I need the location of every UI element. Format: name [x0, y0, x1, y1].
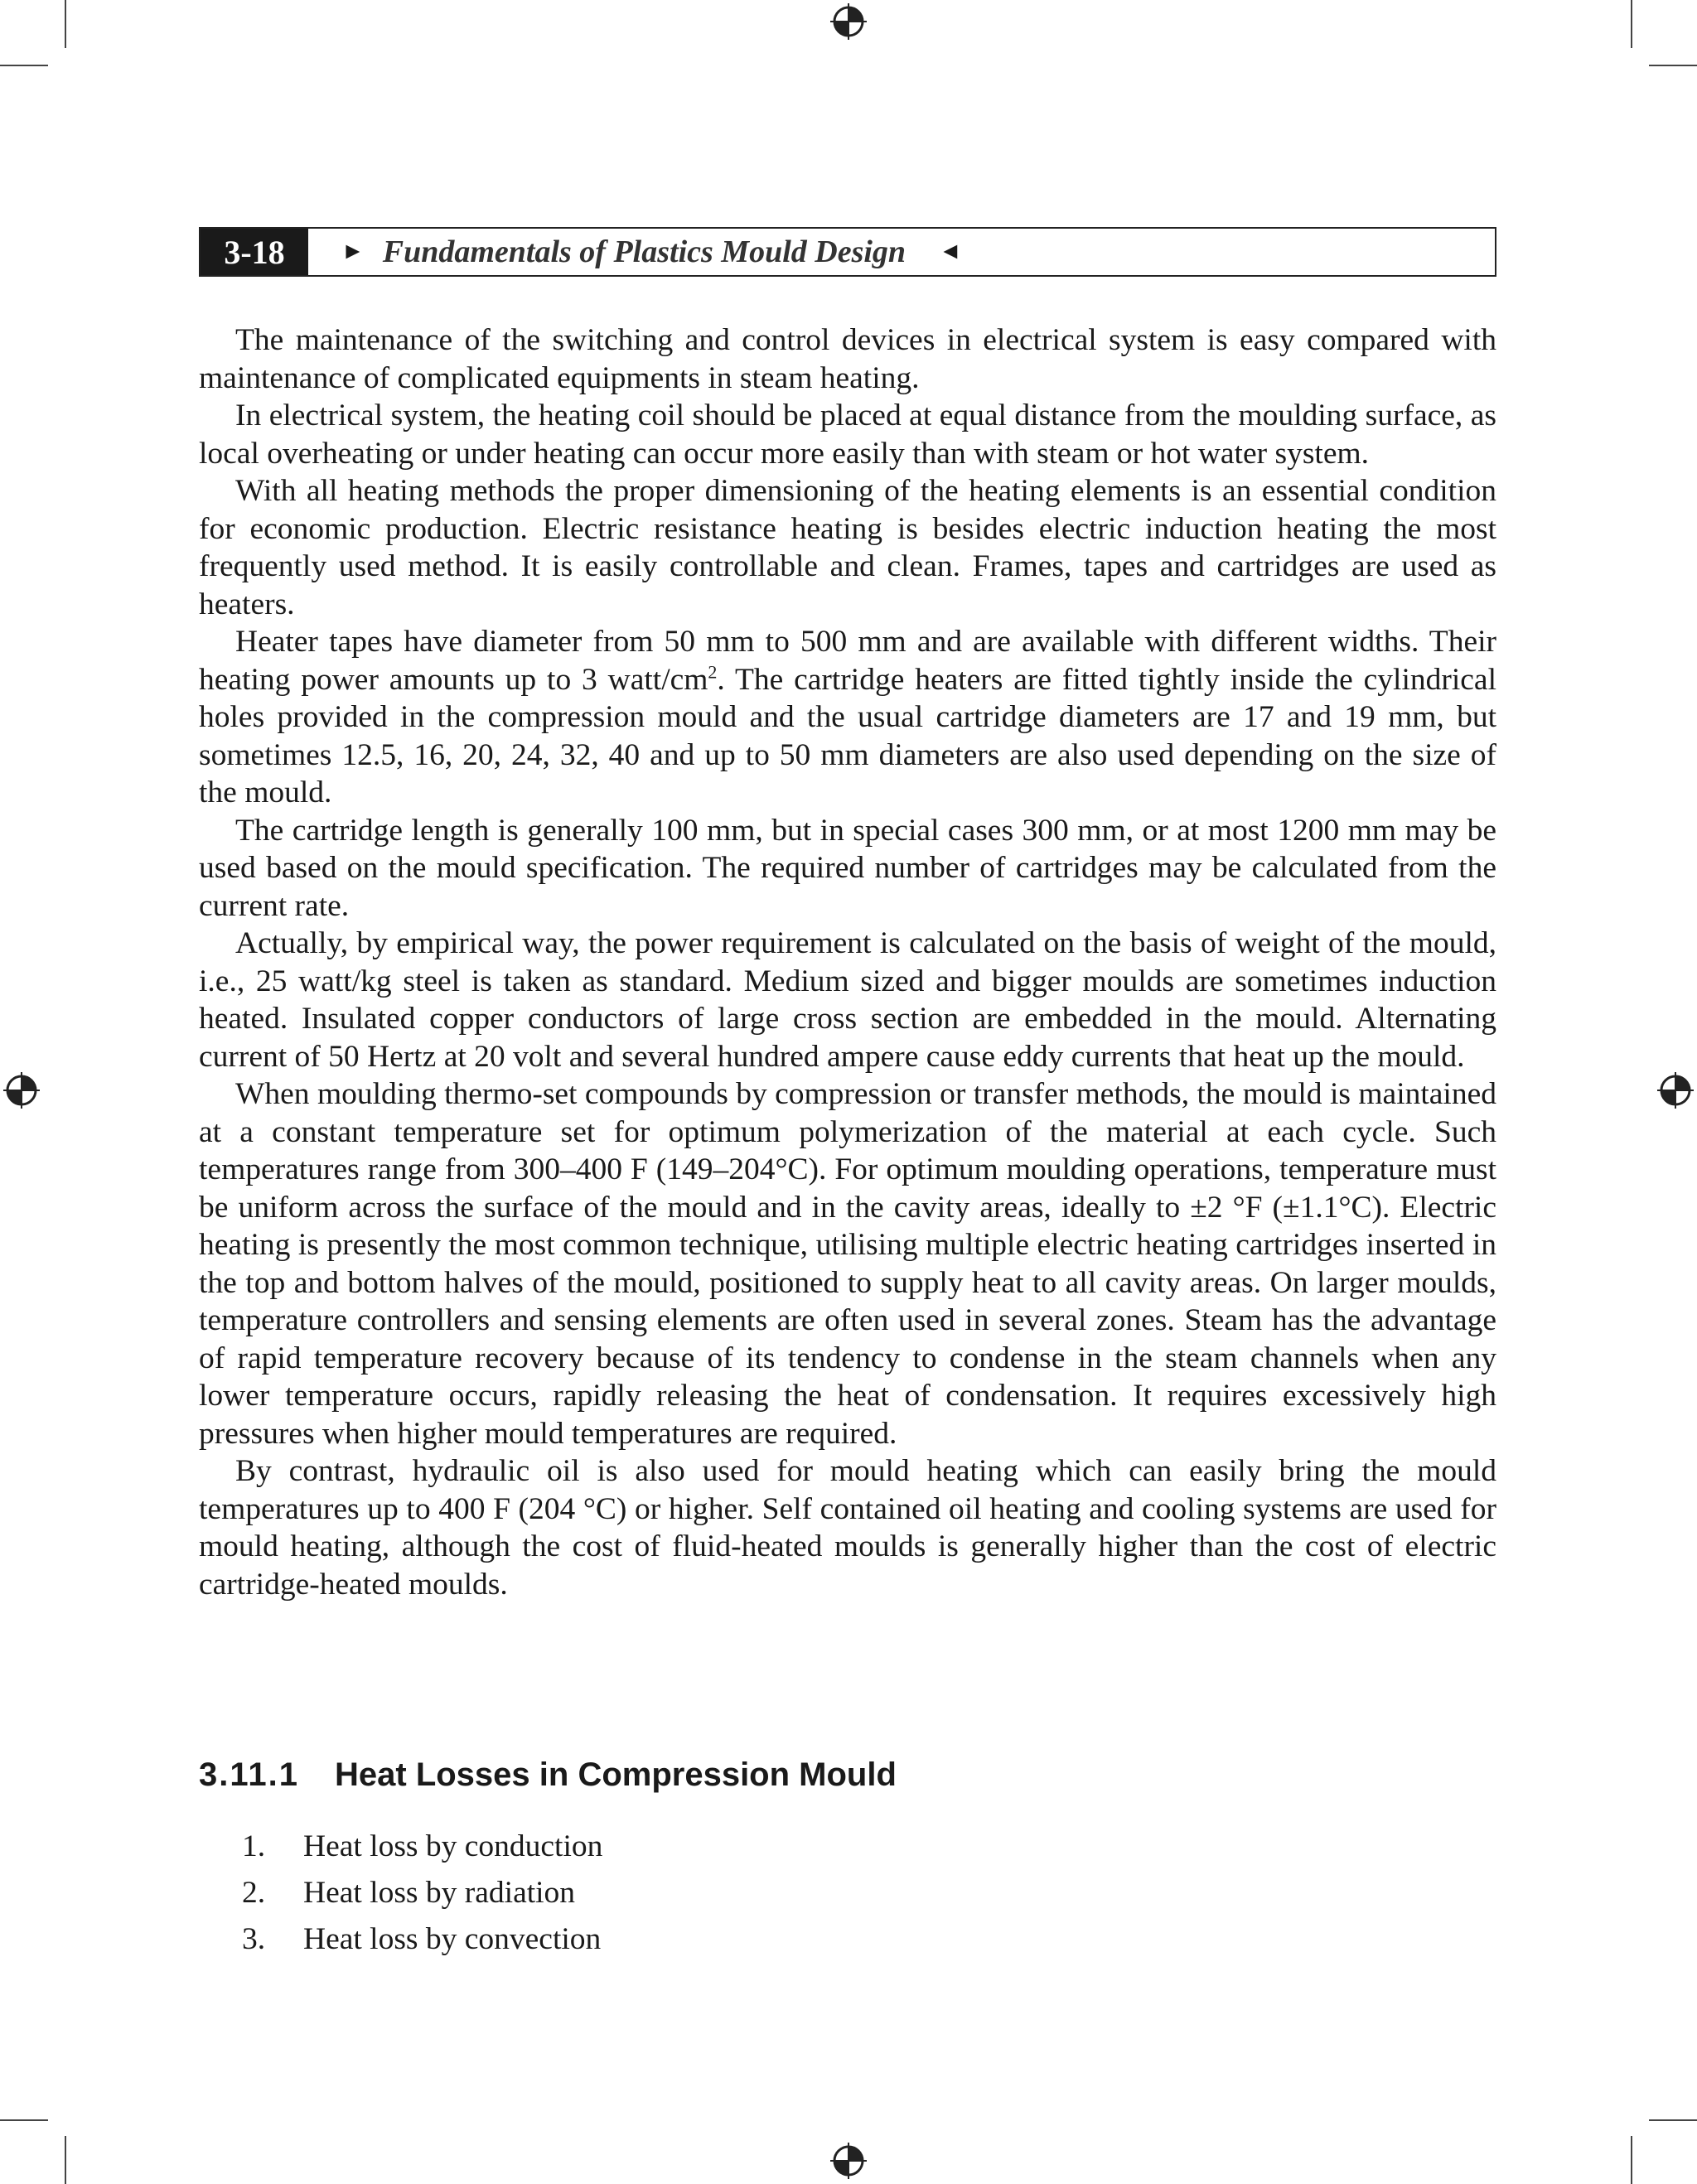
heat-loss-list: [242, 1823, 602, 1962]
section-heading: [199, 1756, 1496, 1794]
paragraph: The cartridge length is generally 100 mm, but in special cases 300 mm, or at most 1200 mm may be used based on the mould specification. The required number of cartridges may be calculated from the current rate.: [199, 813, 1496, 923]
paragraph-text: . The cartridge heaters are fitted tightly inside the cylindrical holes provided in the compression mould and the usual cartridge diameters are 17 and 19 mm, but sometimes 12.5, 16, 20, 24, 32, 40 and up to 50 mm diameters are also used depending on the size of the mould.: [199, 662, 1496, 809]
list-item-text: Heat loss by radiation: [303, 1875, 576, 1910]
book-title: Fundamentals of Plastics Mould Design: [382, 234, 907, 269]
list-item: [242, 1916, 602, 1962]
page-number: 3-18: [201, 229, 308, 275]
paragraph: The maintenance of the switching and control devices in electrical system is easy compared with maintenance of complicated equipments in steam heating.: [199, 323, 1496, 395]
crop-mark: [1631, 0, 1632, 48]
registration-mark-icon: [3, 1072, 40, 1109]
crop-mark: [65, 0, 66, 48]
superscript: 2: [708, 661, 718, 682]
paragraph: Actually, by empirical way, the power requirement is calculated on the basis of weight of the mould, i.e., 25 watt/kg steel is taken as standard. Medium sized and bigger moulds are sometimes induction heated. Insulated copper conductors of large cross section are embedded in the mould. Alternating current of 50 Hertz at 20 volt and several hundred ampere cause eddy currents that heat up the mould.: [199, 926, 1496, 1074]
paragraph-text: Heater tapes have diameter from 50 mm to 500 mm and are available with different widths. Their heating power amounts up to 3 watt/cm: [199, 625, 1496, 697]
paragraph: By contrast, hydraulic oil is also used for mould heating which can easily bring the mould temperatures up to 400 F (204 °C) or higher. Self contained oil heating and cooling systems are used for mould heating, although the cost of fluid-heated moulds is generally higher than the cost of electric cartridge-heated moulds.: [199, 1454, 1496, 1602]
running-header: [199, 227, 1496, 277]
registration-mark-icon: [1657, 1072, 1694, 1109]
paragraph: [199, 623, 1496, 812]
list-item-text: Heat loss by convection: [303, 1921, 602, 1956]
list-item-number: 1.: [242, 1829, 266, 1863]
right-arrow-icon: ►: [341, 239, 365, 264]
left-arrow-icon: ◄: [939, 239, 962, 264]
list-item: [242, 1869, 602, 1916]
list-item-number: 3.: [242, 1921, 266, 1956]
list-item-number: 2.: [242, 1875, 266, 1910]
crop-mark: [1649, 65, 1697, 66]
crop-mark: [1649, 2119, 1697, 2121]
section-title: Heat Losses in Compression Mould: [335, 1756, 897, 1793]
crop-mark: [0, 65, 48, 66]
list-item-text: Heat loss by conduction: [303, 1829, 603, 1863]
paragraph: When moulding thermo-set compounds by compression or transfer methods, the mould is maintained at a constant temperature set for optimum polymerization of the material at each cycle. Such temperatures range from 300–400 F (149–204°C). For optimum moulding operations, temperature must be uniform across the surface of the mould and in the cavity areas, ideally to ±2 °F (±1.1°C). Electric heating is presently the most common technique, utilising multiple electric heating cartridges inserted in the top and bottom halves of the mould, positioned to supply heat to all cavity areas. On larger moulds, temperature controllers and sensing elements are often used in several zones. Steam has the advantage of rapid temperature recovery because of its tendency to condense in the steam channels when any lower temperature occurs, rapidly releasing the heat of condensation. It requires excessively high pressures when higher mould temperatures are required.: [199, 1077, 1496, 1451]
list-item: [242, 1823, 602, 1869]
section-number: 3.11.1: [199, 1756, 300, 1793]
paragraph: In electrical system, the heating coil should be placed at equal distance from the moulding surface, as local overheating or under heating can occur more easily than with steam or hot water system.: [199, 399, 1496, 471]
registration-mark-icon: [830, 2143, 867, 2179]
crop-mark: [65, 2136, 66, 2184]
crop-mark: [1631, 2136, 1632, 2184]
paragraph: With all heating methods the proper dimensioning of the heating elements is an essential condition for economic production. Electric resistance heating is besides electric induction heating the most frequently used method. It is easily controllable and clean. Frames, tapes and cartridges are used as heaters.: [199, 474, 1496, 621]
crop-mark: [0, 2119, 48, 2121]
body-text: [199, 321, 1496, 1603]
registration-mark-icon: [830, 3, 867, 40]
